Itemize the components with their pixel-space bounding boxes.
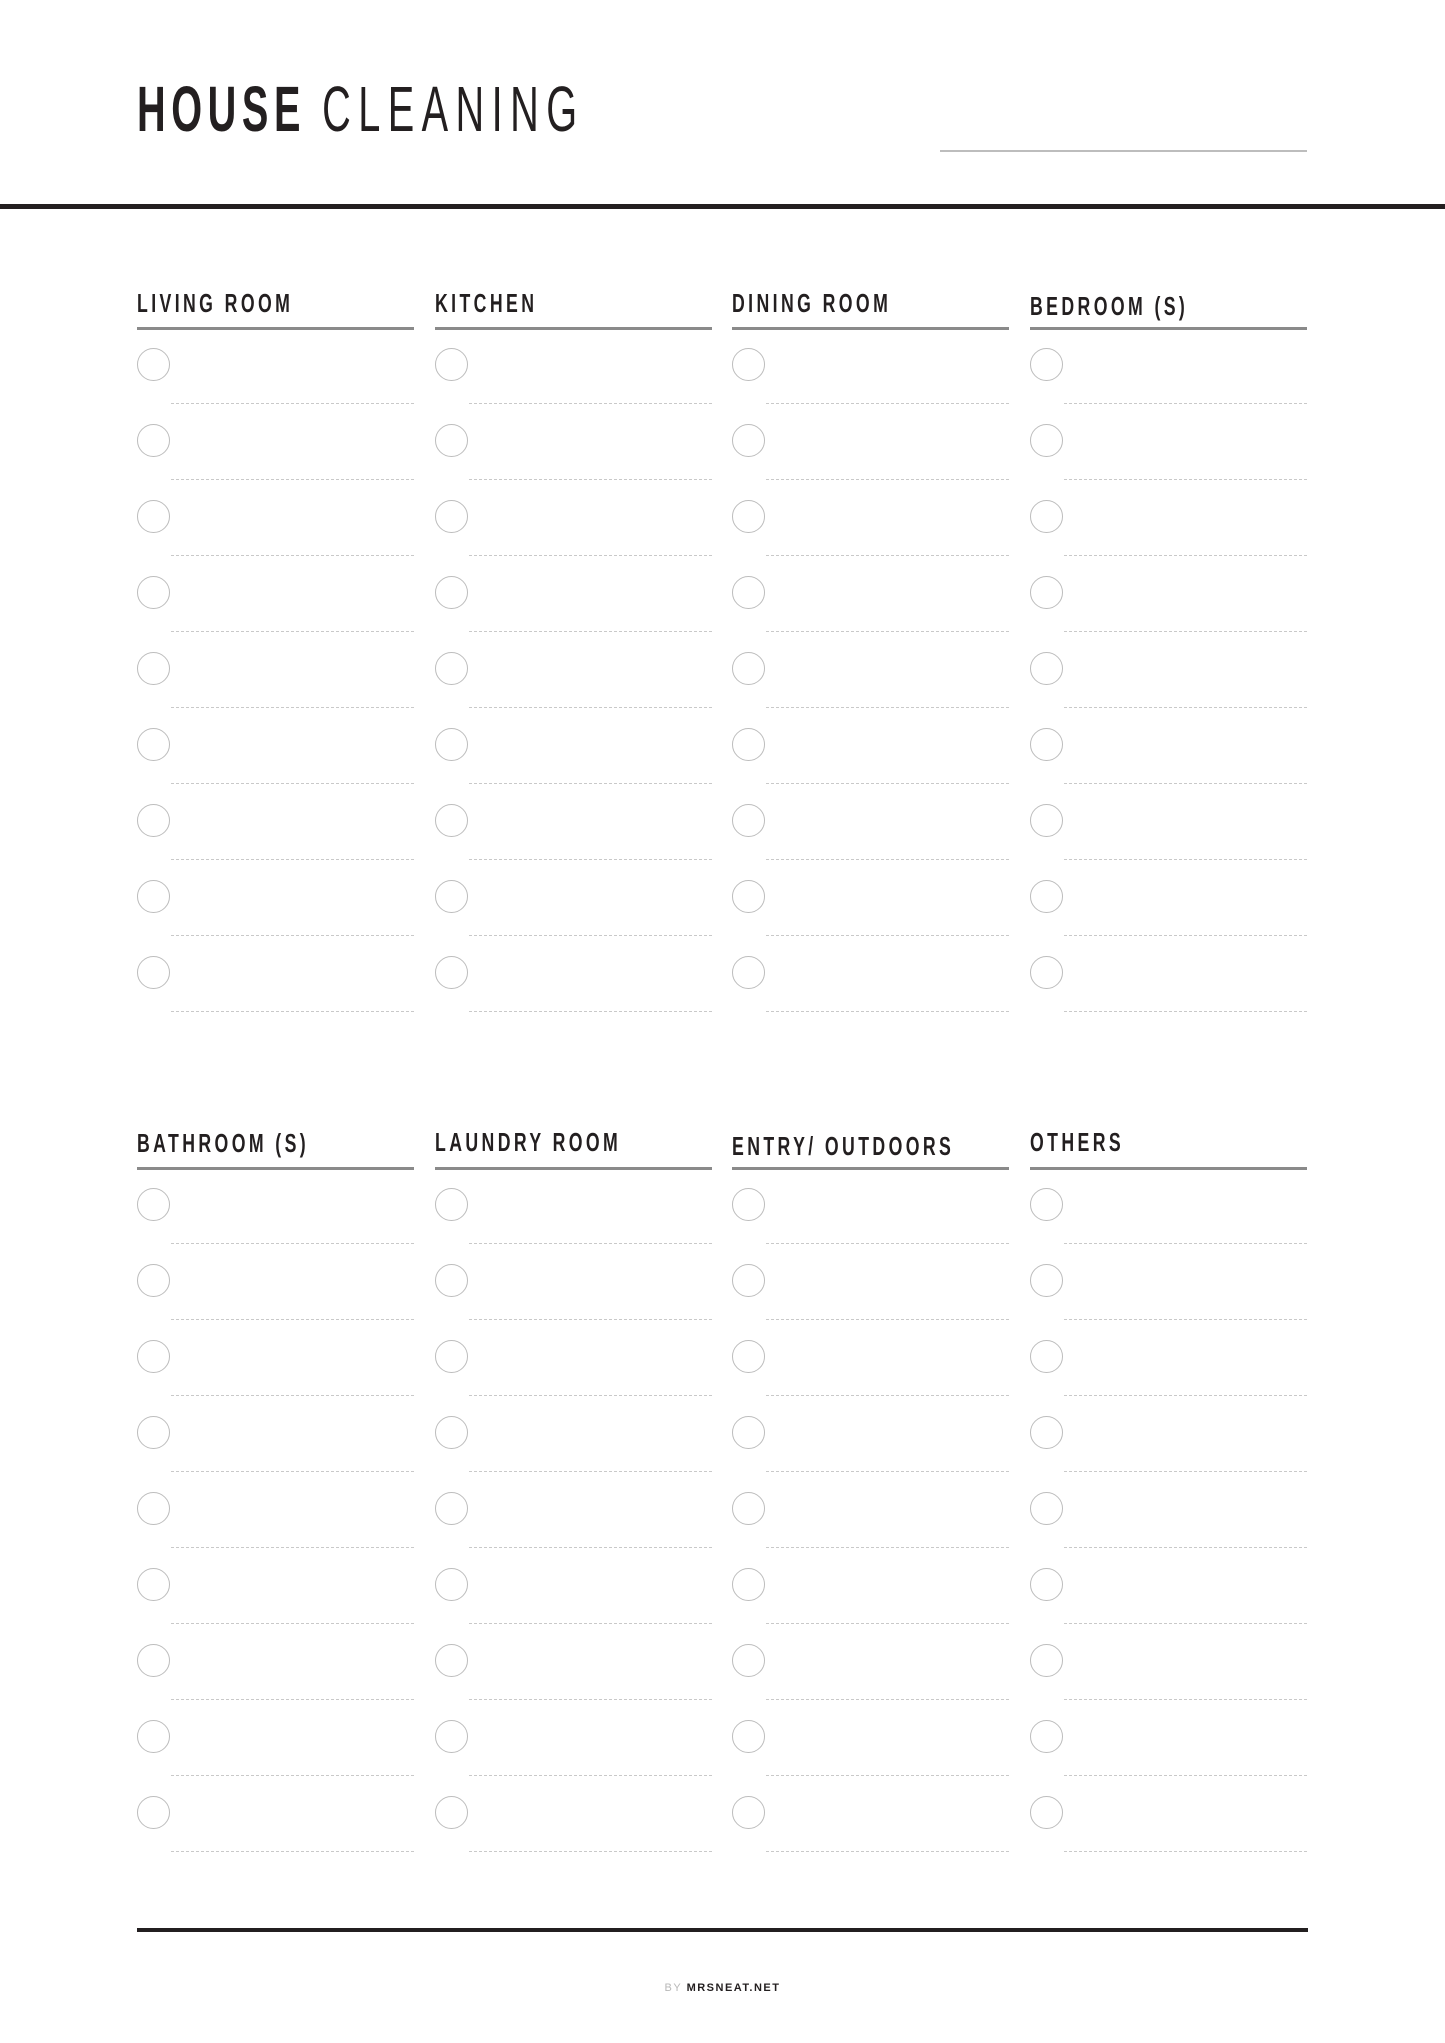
checkbox-circle-icon[interactable] xyxy=(435,728,468,761)
task-row xyxy=(137,1568,414,1644)
task-row xyxy=(1030,1720,1307,1796)
task-write-line[interactable] xyxy=(766,1319,1009,1320)
task-row xyxy=(435,1644,712,1720)
checkbox-circle-icon[interactable] xyxy=(1030,576,1063,609)
checkbox-circle-icon[interactable] xyxy=(732,804,765,837)
task-write-line[interactable] xyxy=(1064,555,1307,556)
task-row xyxy=(137,728,414,804)
task-row xyxy=(1030,804,1307,880)
task-row xyxy=(1030,1796,1307,1872)
task-row xyxy=(137,956,414,1032)
checkbox-circle-icon[interactable] xyxy=(1030,1644,1063,1677)
column-heading: ENTRY/ OUTDOORS xyxy=(732,1131,955,1161)
task-write-line[interactable] xyxy=(766,1471,1009,1472)
checkbox-circle-icon[interactable] xyxy=(137,1796,170,1829)
column-heading: KITCHEN xyxy=(435,288,538,318)
task-write-line[interactable] xyxy=(469,1775,712,1776)
checkbox-circle-icon[interactable] xyxy=(732,728,765,761)
checkbox-circle-icon[interactable] xyxy=(435,1492,468,1525)
task-write-line[interactable] xyxy=(766,403,1009,404)
task-write-line[interactable] xyxy=(1064,479,1307,480)
checkbox-circle-icon[interactable] xyxy=(137,1416,170,1449)
task-row xyxy=(1030,1340,1307,1416)
checkbox-circle-icon[interactable] xyxy=(732,652,765,685)
task-write-line[interactable] xyxy=(1064,859,1307,860)
task-row xyxy=(137,1720,414,1796)
checkbox-circle-icon[interactable] xyxy=(435,424,468,457)
checkbox-circle-icon[interactable] xyxy=(435,1720,468,1753)
task-row xyxy=(435,1188,712,1264)
task-row xyxy=(435,728,712,804)
task-row xyxy=(1030,880,1307,956)
checkbox-circle-icon[interactable] xyxy=(732,500,765,533)
checkbox-circle-icon[interactable] xyxy=(1030,348,1063,381)
checkbox-circle-icon[interactable] xyxy=(435,804,468,837)
task-write-line[interactable] xyxy=(766,707,1009,708)
task-row xyxy=(137,652,414,728)
heading-underline xyxy=(732,327,1009,330)
checkbox-circle-icon[interactable] xyxy=(137,500,170,533)
checkbox-circle-icon[interactable] xyxy=(1030,424,1063,457)
task-write-line[interactable] xyxy=(171,1243,414,1244)
task-write-line[interactable] xyxy=(469,1011,712,1012)
checkbox-circle-icon[interactable] xyxy=(137,1644,170,1677)
task-row xyxy=(1030,348,1307,424)
task-row xyxy=(1030,652,1307,728)
header-divider xyxy=(0,204,1445,209)
task-row xyxy=(732,728,1009,804)
checkbox-circle-icon[interactable] xyxy=(732,1568,765,1601)
task-write-line[interactable] xyxy=(766,783,1009,784)
checkbox-circle-icon[interactable] xyxy=(435,348,468,381)
checkbox-circle-icon[interactable] xyxy=(1030,1720,1063,1753)
task-row xyxy=(732,348,1009,424)
task-write-line[interactable] xyxy=(171,403,414,404)
task-write-line[interactable] xyxy=(766,1243,1009,1244)
task-row xyxy=(1030,1492,1307,1568)
task-row xyxy=(137,500,414,576)
task-row xyxy=(732,1492,1009,1568)
title-bold: HOUSE xyxy=(137,73,307,145)
task-write-line[interactable] xyxy=(766,935,1009,936)
checkbox-circle-icon[interactable] xyxy=(732,348,765,381)
task-row xyxy=(1030,500,1307,576)
checkbox-circle-icon[interactable] xyxy=(435,1188,468,1221)
task-write-line[interactable] xyxy=(171,783,414,784)
task-row xyxy=(137,1340,414,1416)
checkbox-circle-icon[interactable] xyxy=(435,880,468,913)
task-write-line[interactable] xyxy=(1064,935,1307,936)
task-write-line[interactable] xyxy=(171,1471,414,1472)
checkbox-circle-icon[interactable] xyxy=(435,1340,468,1373)
name-write-line[interactable] xyxy=(940,150,1307,152)
task-row xyxy=(137,1644,414,1720)
task-row xyxy=(1030,1644,1307,1720)
checkbox-circle-icon[interactable] xyxy=(137,1568,170,1601)
checkbox-circle-icon[interactable] xyxy=(137,1340,170,1373)
column-heading: BEDROOM (S) xyxy=(1030,291,1189,321)
task-write-line[interactable] xyxy=(171,1547,414,1548)
task-row xyxy=(137,804,414,880)
task-write-line[interactable] xyxy=(171,1395,414,1396)
task-write-line[interactable] xyxy=(171,1851,414,1852)
heading-underline xyxy=(137,1167,414,1170)
task-row xyxy=(137,1264,414,1340)
task-write-line[interactable] xyxy=(1064,1623,1307,1624)
task-write-line[interactable] xyxy=(1064,1775,1307,1776)
checkbox-circle-icon[interactable] xyxy=(137,424,170,457)
task-row xyxy=(435,652,712,728)
task-write-line[interactable] xyxy=(766,1851,1009,1852)
task-write-line[interactable] xyxy=(469,403,712,404)
task-write-line[interactable] xyxy=(1064,631,1307,632)
task-row xyxy=(137,1416,414,1492)
task-row xyxy=(732,1568,1009,1644)
page-title xyxy=(137,74,585,144)
task-row xyxy=(732,576,1009,652)
checkbox-circle-icon[interactable] xyxy=(435,956,468,989)
task-write-line[interactable] xyxy=(766,1623,1009,1624)
task-row xyxy=(137,1492,414,1568)
column-heading: DINING ROOM xyxy=(732,288,892,318)
task-row xyxy=(732,652,1009,728)
task-write-line[interactable] xyxy=(469,859,712,860)
task-row xyxy=(732,1264,1009,1340)
task-write-line[interactable] xyxy=(171,631,414,632)
task-write-line[interactable] xyxy=(766,1547,1009,1548)
footer-site: MRSNEAT.NET xyxy=(686,1982,781,1994)
task-row xyxy=(435,576,712,652)
task-write-line[interactable] xyxy=(469,631,712,632)
task-write-line[interactable] xyxy=(171,1699,414,1700)
checkbox-circle-icon[interactable] xyxy=(732,1188,765,1221)
task-write-line[interactable] xyxy=(171,935,414,936)
task-row xyxy=(1030,576,1307,652)
checkbox-circle-icon[interactable] xyxy=(1030,880,1063,913)
column-heading: LAUNDRY ROOM xyxy=(435,1127,622,1157)
task-row xyxy=(732,500,1009,576)
checkbox-circle-icon[interactable] xyxy=(137,1188,170,1221)
task-write-line[interactable] xyxy=(469,1243,712,1244)
task-write-line[interactable] xyxy=(171,479,414,480)
task-write-line[interactable] xyxy=(171,859,414,860)
task-row xyxy=(732,1188,1009,1264)
task-write-line[interactable] xyxy=(1064,707,1307,708)
task-write-line[interactable] xyxy=(469,1851,712,1852)
task-row xyxy=(1030,1188,1307,1264)
task-row xyxy=(137,424,414,500)
checkbox-circle-icon[interactable] xyxy=(137,1720,170,1753)
task-row xyxy=(732,1416,1009,1492)
checkbox-circle-icon[interactable] xyxy=(732,1492,765,1525)
task-write-line[interactable] xyxy=(766,479,1009,480)
task-write-line[interactable] xyxy=(766,859,1009,860)
task-row xyxy=(1030,1416,1307,1492)
task-row xyxy=(1030,1568,1307,1644)
task-write-line[interactable] xyxy=(1064,1011,1307,1012)
checkbox-circle-icon[interactable] xyxy=(1030,728,1063,761)
task-write-line[interactable] xyxy=(766,1395,1009,1396)
checkbox-circle-icon[interactable] xyxy=(435,652,468,685)
checkbox-circle-icon[interactable] xyxy=(1030,1796,1063,1829)
checkbox-circle-icon[interactable] xyxy=(732,880,765,913)
checkbox-circle-icon[interactable] xyxy=(435,500,468,533)
task-write-line[interactable] xyxy=(1064,1851,1307,1852)
task-row xyxy=(435,804,712,880)
task-write-line[interactable] xyxy=(1064,783,1307,784)
checkbox-circle-icon[interactable] xyxy=(137,348,170,381)
footer-by: BY xyxy=(664,1982,682,1994)
task-row xyxy=(435,500,712,576)
task-write-line[interactable] xyxy=(469,1623,712,1624)
checkbox-circle-icon[interactable] xyxy=(1030,956,1063,989)
checkbox-circle-icon[interactable] xyxy=(1030,1340,1063,1373)
column-heading: LIVING ROOM xyxy=(137,288,294,318)
task-write-line[interactable] xyxy=(469,707,712,708)
task-write-line[interactable] xyxy=(171,1319,414,1320)
checkbox-circle-icon[interactable] xyxy=(137,956,170,989)
checkbox-circle-icon[interactable] xyxy=(1030,1188,1063,1221)
task-write-line[interactable] xyxy=(469,1395,712,1396)
footer-credit xyxy=(0,1982,1445,1994)
task-row xyxy=(732,424,1009,500)
task-row xyxy=(137,348,414,424)
checkbox-circle-icon[interactable] xyxy=(137,804,170,837)
checkbox-circle-icon[interactable] xyxy=(1030,500,1063,533)
task-row xyxy=(732,956,1009,1032)
task-row xyxy=(137,880,414,956)
task-write-line[interactable] xyxy=(1064,1319,1307,1320)
task-row xyxy=(1030,956,1307,1032)
task-row xyxy=(1030,728,1307,804)
checkbox-circle-icon[interactable] xyxy=(732,1264,765,1297)
task-write-line[interactable] xyxy=(1064,1699,1307,1700)
checkbox-circle-icon[interactable] xyxy=(435,1568,468,1601)
task-write-line[interactable] xyxy=(171,555,414,556)
checkbox-circle-icon[interactable] xyxy=(732,424,765,457)
task-row xyxy=(435,424,712,500)
task-row xyxy=(732,1340,1009,1416)
task-row xyxy=(732,804,1009,880)
footer-divider xyxy=(137,1928,1308,1932)
checkbox-circle-icon[interactable] xyxy=(732,1340,765,1373)
checkbox-circle-icon[interactable] xyxy=(1030,1492,1063,1525)
task-row xyxy=(732,1796,1009,1872)
task-row xyxy=(137,1188,414,1264)
task-write-line[interactable] xyxy=(469,783,712,784)
column-heading: BATHROOM (S) xyxy=(137,1128,310,1158)
checkbox-circle-icon[interactable] xyxy=(1030,1264,1063,1297)
task-row xyxy=(435,1720,712,1796)
task-row xyxy=(732,1644,1009,1720)
checkbox-circle-icon[interactable] xyxy=(435,1416,468,1449)
task-write-line[interactable] xyxy=(469,1471,712,1472)
task-write-line[interactable] xyxy=(1064,1547,1307,1548)
checkbox-circle-icon[interactable] xyxy=(1030,804,1063,837)
task-row xyxy=(435,956,712,1032)
heading-underline xyxy=(435,327,712,330)
task-write-line[interactable] xyxy=(766,631,1009,632)
task-row xyxy=(435,1340,712,1416)
checkbox-circle-icon[interactable] xyxy=(732,1416,765,1449)
checkbox-circle-icon[interactable] xyxy=(1030,1416,1063,1449)
checkbox-circle-icon[interactable] xyxy=(137,1264,170,1297)
heading-underline xyxy=(137,327,414,330)
task-write-line[interactable] xyxy=(171,1011,414,1012)
task-write-line[interactable] xyxy=(766,1699,1009,1700)
checkbox-circle-icon[interactable] xyxy=(137,652,170,685)
task-row xyxy=(137,576,414,652)
task-write-line[interactable] xyxy=(766,1775,1009,1776)
task-write-line[interactable] xyxy=(469,1319,712,1320)
task-row xyxy=(435,1796,712,1872)
task-write-line[interactable] xyxy=(1064,1395,1307,1396)
task-write-line[interactable] xyxy=(469,479,712,480)
checkbox-circle-icon[interactable] xyxy=(435,1264,468,1297)
heading-underline xyxy=(1030,1167,1307,1170)
checkbox-circle-icon[interactable] xyxy=(435,1644,468,1677)
task-write-line[interactable] xyxy=(469,935,712,936)
checkbox-circle-icon[interactable] xyxy=(732,1796,765,1829)
task-row xyxy=(732,1720,1009,1796)
checkbox-circle-icon[interactable] xyxy=(1030,1568,1063,1601)
task-write-line[interactable] xyxy=(171,707,414,708)
task-row xyxy=(435,880,712,956)
task-write-line[interactable] xyxy=(171,1775,414,1776)
task-row xyxy=(435,1416,712,1492)
task-write-line[interactable] xyxy=(469,555,712,556)
checkbox-circle-icon[interactable] xyxy=(732,576,765,609)
task-row xyxy=(435,1568,712,1644)
heading-underline xyxy=(732,1167,1009,1170)
task-row xyxy=(1030,424,1307,500)
heading-underline xyxy=(1030,327,1307,330)
task-write-line[interactable] xyxy=(1064,1471,1307,1472)
checkbox-circle-icon[interactable] xyxy=(137,728,170,761)
checkbox-circle-icon[interactable] xyxy=(137,1492,170,1525)
checkbox-circle-icon[interactable] xyxy=(435,576,468,609)
task-write-line[interactable] xyxy=(469,1547,712,1548)
task-row xyxy=(435,348,712,424)
task-row xyxy=(732,880,1009,956)
task-row xyxy=(137,1796,414,1872)
task-write-line[interactable] xyxy=(766,555,1009,556)
column-heading: OTHERS xyxy=(1030,1127,1125,1157)
task-write-line[interactable] xyxy=(171,1623,414,1624)
task-write-line[interactable] xyxy=(766,1011,1009,1012)
task-write-line[interactable] xyxy=(469,1699,712,1700)
task-row xyxy=(1030,1264,1307,1340)
checkbox-circle-icon[interactable] xyxy=(732,1720,765,1753)
checkbox-circle-icon[interactable] xyxy=(435,1796,468,1829)
checkbox-circle-icon[interactable] xyxy=(137,576,170,609)
task-row xyxy=(435,1492,712,1568)
heading-underline xyxy=(435,1167,712,1170)
task-row xyxy=(435,1264,712,1340)
checkbox-circle-icon[interactable] xyxy=(732,1644,765,1677)
title-light: CLEANING xyxy=(322,73,585,145)
checkbox-circle-icon[interactable] xyxy=(1030,652,1063,685)
checkbox-circle-icon[interactable] xyxy=(137,880,170,913)
task-write-line[interactable] xyxy=(1064,403,1307,404)
checkbox-circle-icon[interactable] xyxy=(732,956,765,989)
task-write-line[interactable] xyxy=(1064,1243,1307,1244)
